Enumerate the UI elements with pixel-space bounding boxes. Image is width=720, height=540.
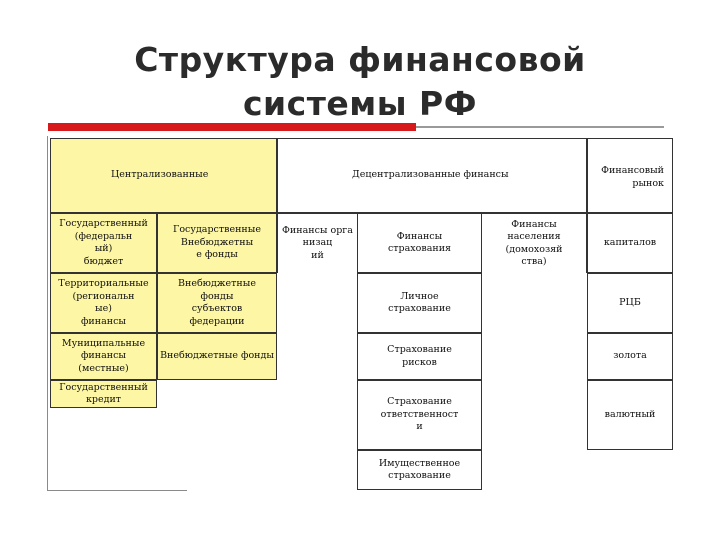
- header-financial-market: Финансовый рынок: [587, 138, 673, 213]
- slide-title: [0, 38, 720, 126]
- personal-insurance-cell: Личное страхование: [357, 273, 482, 333]
- insurance-finance-cell: Финансы страхования: [357, 213, 482, 273]
- extrabudget-funds-cell: Внебюджетные фонды: [157, 333, 277, 380]
- title-line-2: системы РФ: [243, 84, 477, 123]
- regional-extrabudget-funds-cell: Внебюджетные фонды субъектов федерации: [157, 273, 277, 333]
- federal-budget-cell: Государственный (федеральн ый) бюджет: [50, 213, 157, 273]
- state-extrabudget-funds-cell: Государственные Внебюджетны е фонды: [157, 213, 277, 273]
- household-finance-cell: Финансы населения (домохозяй ства): [482, 213, 587, 273]
- liability-insurance-cell: Страхование ответственност и: [357, 380, 482, 450]
- title-line-1: Структура финансовой: [134, 40, 586, 79]
- decorative-left-line: [47, 136, 48, 491]
- state-credit-cell: Государственный кредит: [50, 380, 157, 408]
- market-securities-cell: РЦБ: [587, 273, 673, 333]
- market-currency-cell: валютный: [587, 380, 673, 450]
- risk-insurance-cell: Страхование рисков: [357, 333, 482, 380]
- territorial-finance-cell: Территориальные (региональн ые) финансы: [50, 273, 157, 333]
- title-red-bar: [48, 123, 416, 131]
- decorative-bottom-line: [47, 490, 187, 491]
- property-insurance-cell: Имущественное страхование: [357, 450, 482, 490]
- title-gray-rule: [416, 126, 664, 128]
- organizations-finance-cell: Финансы орга низац ий: [277, 213, 357, 273]
- market-capital-cell: капиталов: [587, 213, 673, 273]
- header-decentralized: Децентрализованные финансы: [277, 138, 587, 213]
- municipal-finance-cell: Муниципальные финансы (местные): [50, 333, 157, 380]
- header-centralized: Централизованные: [50, 138, 277, 213]
- market-gold-cell: золота: [587, 333, 673, 380]
